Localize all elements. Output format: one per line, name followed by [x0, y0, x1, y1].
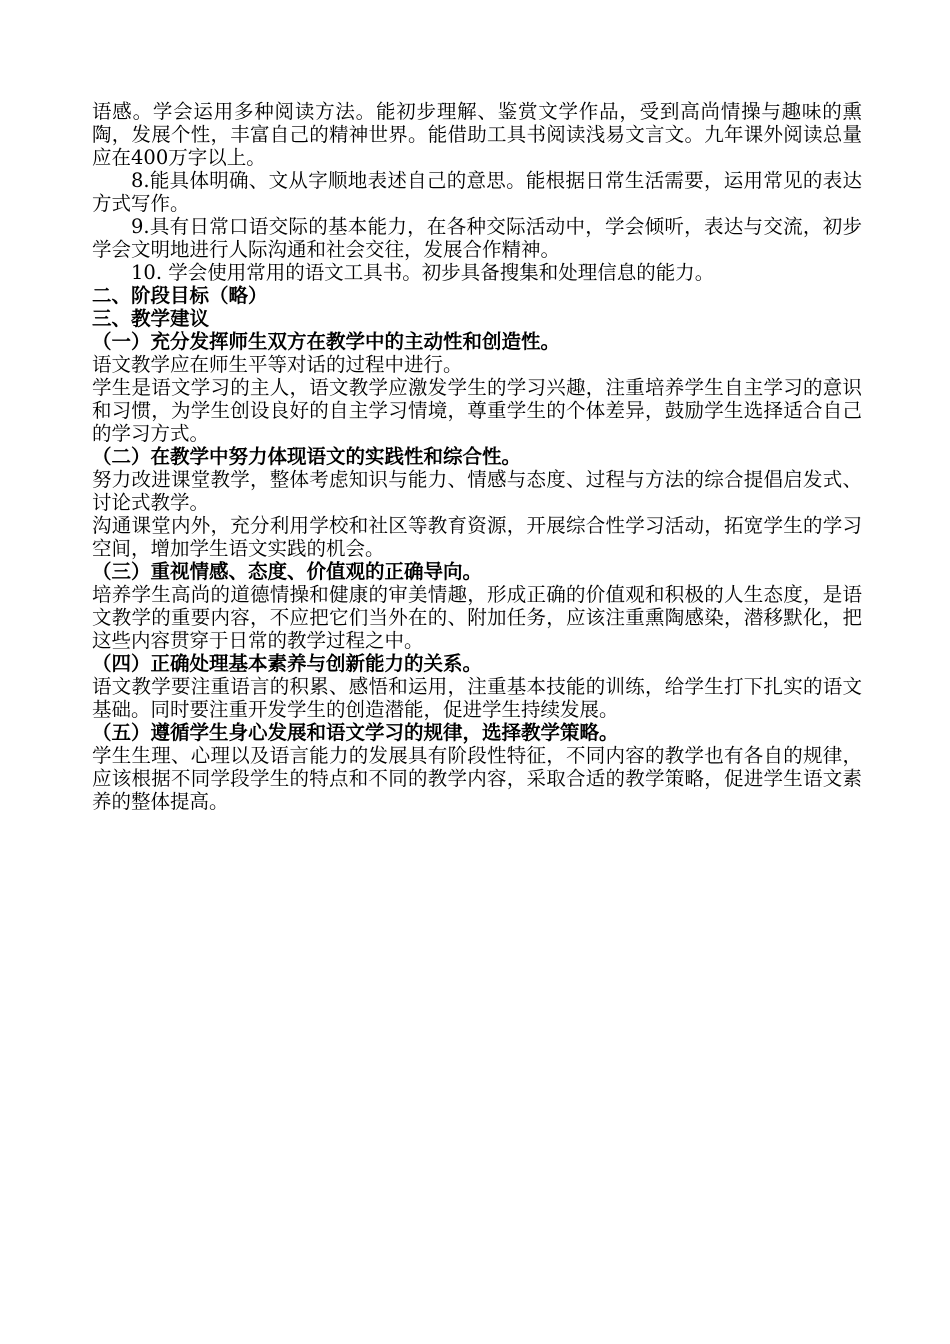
paragraph-1b: 学生是语文学习的主人，语文教学应激发学生的学习兴趣，注重培养学生自主学习的意识和习惯，为学生创设良好的自主学习情境，尊重学生的个体差异，鼓励学生选择适合自己的学习方式。 — [92, 376, 862, 445]
heading-stage-goals: 二、阶段目标（略） — [92, 284, 268, 307]
paragraph-goal-10: 10. 学会使用常用的语文工具书。初步具备搜集和处理信息的能力。 — [131, 261, 715, 284]
paragraph-1a: 语文教学应在师生平等对话的过程中进行。 — [92, 353, 463, 376]
paragraph-5: 学生生理、心理以及语言能力的发展具有阶段性特征，不同内容的教学也有各自的规律，应该根据不同学段学生的特点和不同的教学内容，采取合适的教学策略，促进学生语文素养的整体提高。 — [92, 744, 862, 813]
paragraph-4: 语文教学要注重语言的积累、感悟和运用，注重基本技能的训练，给学生打下扎实的语文基础。同时要注重开发学生的创造潜能，促进学生持续发展。 — [92, 675, 862, 721]
subheading-3: （三）重视情感、态度、价值观的正确导向。 — [92, 560, 483, 583]
paragraph-goal-8: 8.能具体明确、文从字顺地表述自己的意思。能根据日常生活需要，运用常见的表达方式写作。 — [92, 169, 862, 215]
subheading-2: （二）在教学中努力体现语文的实践性和综合性。 — [92, 445, 522, 468]
subheading-1: （一）充分发挥师生双方在教学中的主动性和创造性。 — [92, 330, 561, 353]
heading-teaching-suggestions: 三、教学建议 — [92, 307, 210, 330]
subheading-4: （四）正确处理基本素养与创新能力的关系。 — [92, 652, 483, 675]
paragraph-reading-goals: 语感。学会运用多种阅读方法。能初步理解、鉴赏文学作品，受到高尚情操与趣味的熏陶，发展个性，丰富自己的精神世界。能借助工具书阅读浅易文言文。九年课外阅读总量应在400万字以上。 — [92, 100, 862, 169]
document-page — [92, 100, 862, 813]
paragraph-2b: 沟通课堂内外，充分利用学校和社区等教育资源，开展综合性学习活动，拓宽学生的学习空间，增加学生语文实践的机会。 — [92, 514, 862, 560]
subheading-5: （五）遵循学生身心发展和语文学习的规律，选择教学策略。 — [92, 721, 619, 744]
paragraph-goal-9: 9.具有日常口语交际的基本能力，在各种交际活动中，学会倾听，表达与交流，初步学会文明地进行人际沟通和社会交往，发展合作精神。 — [92, 215, 862, 261]
paragraph-3: 培养学生高尚的道德情操和健康的审美情趣，形成正确的价值观和积极的人生态度，是语文教学的重要内容，不应把它们当外在的、附加任务，应该注重熏陶感染，潜移默化，把这些内容贯穿于日常的教学过程之中。 — [92, 583, 862, 652]
paragraph-2a: 努力改进课堂教学，整体考虑知识与能力、情感与态度、过程与方法的综合提倡启发式、讨论式教学。 — [92, 468, 862, 514]
